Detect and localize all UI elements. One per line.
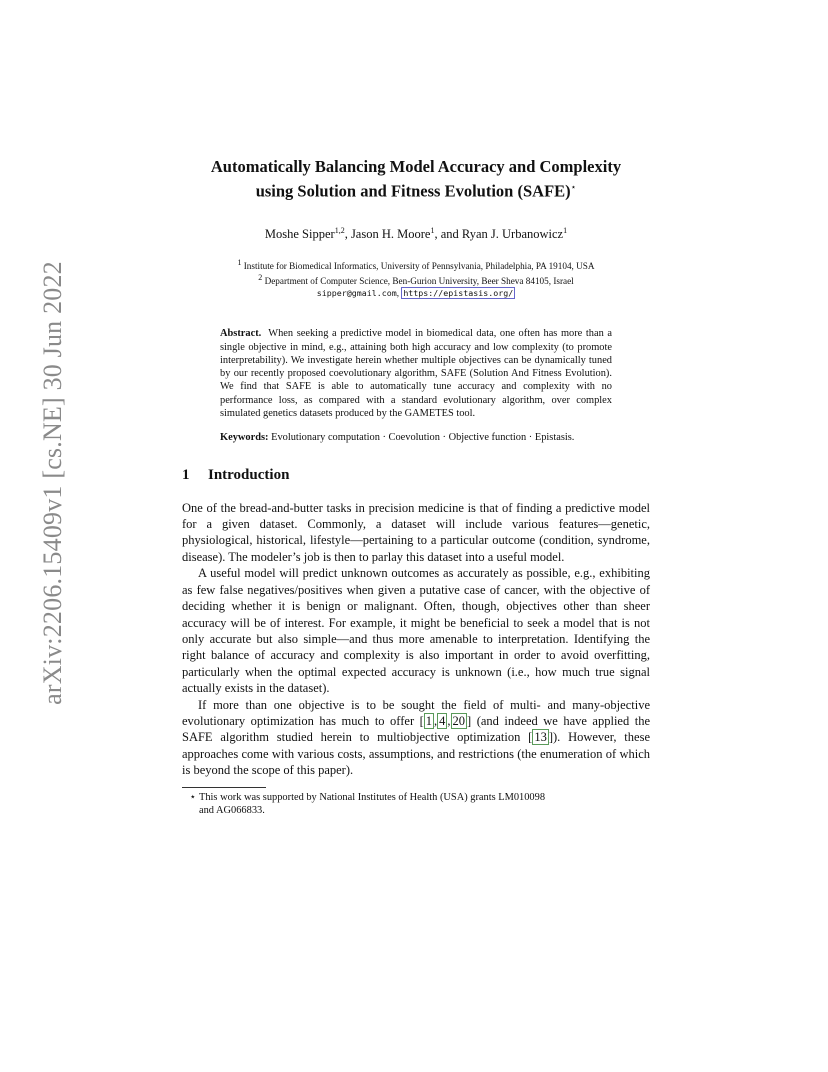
author-list: Moshe Sipper$^{1,2}$, Jason H. Moore$^1$, and Ryan J. Urbanowicz$^1$ xyxy=(264,225,568,241)
paragraph-1: One of the bread-and-butter tasks in precision medicine is that of finding a predictive model for a given dataset. Commonly, a dataset will include various features—genetic, physiological, historical, lifestyle—pertaining to a particular outcome (condition, syndrome, disease). The modeler’s job is then to parlay this dataset into a useful model. xyxy=(182,500,650,564)
author-3: and Ryan J. Urbanowicz xyxy=(440,226,564,241)
paragraph-3-part-b: (and indeed we have applied the SAFE algorithm studied herein to multiobjective optimization xyxy=(182,713,650,745)
footnote xyxy=(182,791,650,817)
title-footnote-mark: ⋆ xyxy=(570,182,577,192)
introduction-body xyxy=(182,500,650,779)
affiliation-2-number: 2 xyxy=(258,273,263,283)
section-heading xyxy=(182,467,650,484)
footnote-line-1 xyxy=(182,791,650,804)
abstract-paragraph xyxy=(220,327,612,420)
affiliation-2-text: Department of Computer Science, Ben-Gurion University, Beer Sheva 84105, Israel xyxy=(264,276,574,287)
paper-title xyxy=(182,156,650,202)
affiliation-2 xyxy=(182,272,650,288)
author-2: Jason H. Moore xyxy=(350,226,431,241)
arxiv-identifier: arXiv:2206.15409v1 [cs.NE] 30 Jun 2022 xyxy=(38,261,67,705)
keywords-text: Evolutionary computation · Coevolution · Objective function · Epistasis. xyxy=(271,432,575,444)
affiliation-1-text: Institute for Biomedical Informatics, University of Pennsylvania, Philadelphia, PA 19104, USA xyxy=(243,260,595,271)
section-title: Introduction xyxy=(208,466,290,483)
footnote-mark: ⋆ xyxy=(189,791,196,803)
author-1-affil: 1,2 xyxy=(334,225,345,235)
paragraph-2: A useful model will predict unknown outcomes as accurately as possible, e.g., exhibiting as few false negatives/positives when given a putative case of cancer, with the objective of deciding whether it is benign or malignant. Often, though, objectives other than sheer accuracy will be of interest. For example, it might be beneficial to seek a model that is not only accurate but also simple—and thus more amenable to interpretation. Identifying the right balance of accuracy and complexity is also important in order to avoid overfitting, particularly when the optimal expected accuracy is unknown (i.e., how much true signal actually exists in the dataset). xyxy=(182,566,650,696)
footnote-line-2: and AG066833. xyxy=(199,804,265,816)
website-link[interactable]: https://epistasis.org/ xyxy=(403,287,514,298)
title-line-2 xyxy=(182,177,650,202)
citation-link-4[interactable]: 4 xyxy=(439,713,446,728)
keywords-label: Keywords: xyxy=(220,432,269,444)
paper-page xyxy=(182,150,650,817)
title-line-1: Automatically Balancing Model Accuracy and Complexity xyxy=(210,157,622,176)
affiliation-1-number: 1 xyxy=(237,257,242,267)
keywords xyxy=(220,431,612,444)
author-1: Moshe Sipper xyxy=(264,226,335,241)
abstract-label: Abstract. xyxy=(220,328,262,340)
citation-link-1[interactable]: 1 xyxy=(425,713,433,728)
citation-link-13[interactable]: 13 xyxy=(534,730,547,745)
affiliation-1 xyxy=(182,257,650,273)
footnote-divider xyxy=(182,787,266,788)
author-2-affil: 1 xyxy=(430,225,435,235)
section-number: 1 xyxy=(182,466,190,483)
citation-link-20[interactable]: 20 xyxy=(452,713,466,728)
paragraph-3-part-c: ). However, these approaches come with various costs, assumptions, and restrictions (the enumeration of which is beyond the scope of this paper). xyxy=(182,730,650,778)
email-address[interactable]: sipper@gmail.com xyxy=(316,287,397,298)
abstract-block xyxy=(220,327,612,444)
footnote-text-1: This work was supported by National Institutes of Health (USA) grants LM010098 xyxy=(199,791,546,803)
paragraph-3: If more than one objective is to be sought the field of multi- and many-objective evolutionary optimization has much to offer [ 1 , 4 , 20 ] (and indeed we have applied the SAFE algorithm studied herein to multiobjective optimization [ 13 ]). However, these approaches come with various costs, assumptions, and restrictions (the enumeration of which is beyond the scope of this paper). xyxy=(182,697,650,778)
contact-line: sipper@gmail.com, https://epistasis.org/ xyxy=(316,287,514,298)
paragraph-3-part-a: If more than one objective is to be sought the field of multi- and many-objective evolutionary optimization has much to offer xyxy=(182,697,650,728)
affiliations xyxy=(182,257,650,300)
arxiv-sidebar xyxy=(35,261,71,705)
abstract-text: When seeking a predictive model in biomedical data, one often has more than a single objective in mind, e.g., attaining both high accuracy and low complexity (to promote interpretability). We investigate herein whether multiple objectives can be dynamically tuned by our recently proposed coevolutionary algorithm, SAFE (Solution And Fitness Evolution). We find that SAFE is able to automatically tune accuracy and complexity with no performance loss, as compared with a standard evolutionary algorithm, over complex simulated genetics datasets produced by the GAMETES tool. xyxy=(220,328,612,420)
title-line-2-text: using Solution and Fitness Evolution (SAFE) xyxy=(255,181,571,201)
author-3-affil: 1 xyxy=(563,225,568,235)
